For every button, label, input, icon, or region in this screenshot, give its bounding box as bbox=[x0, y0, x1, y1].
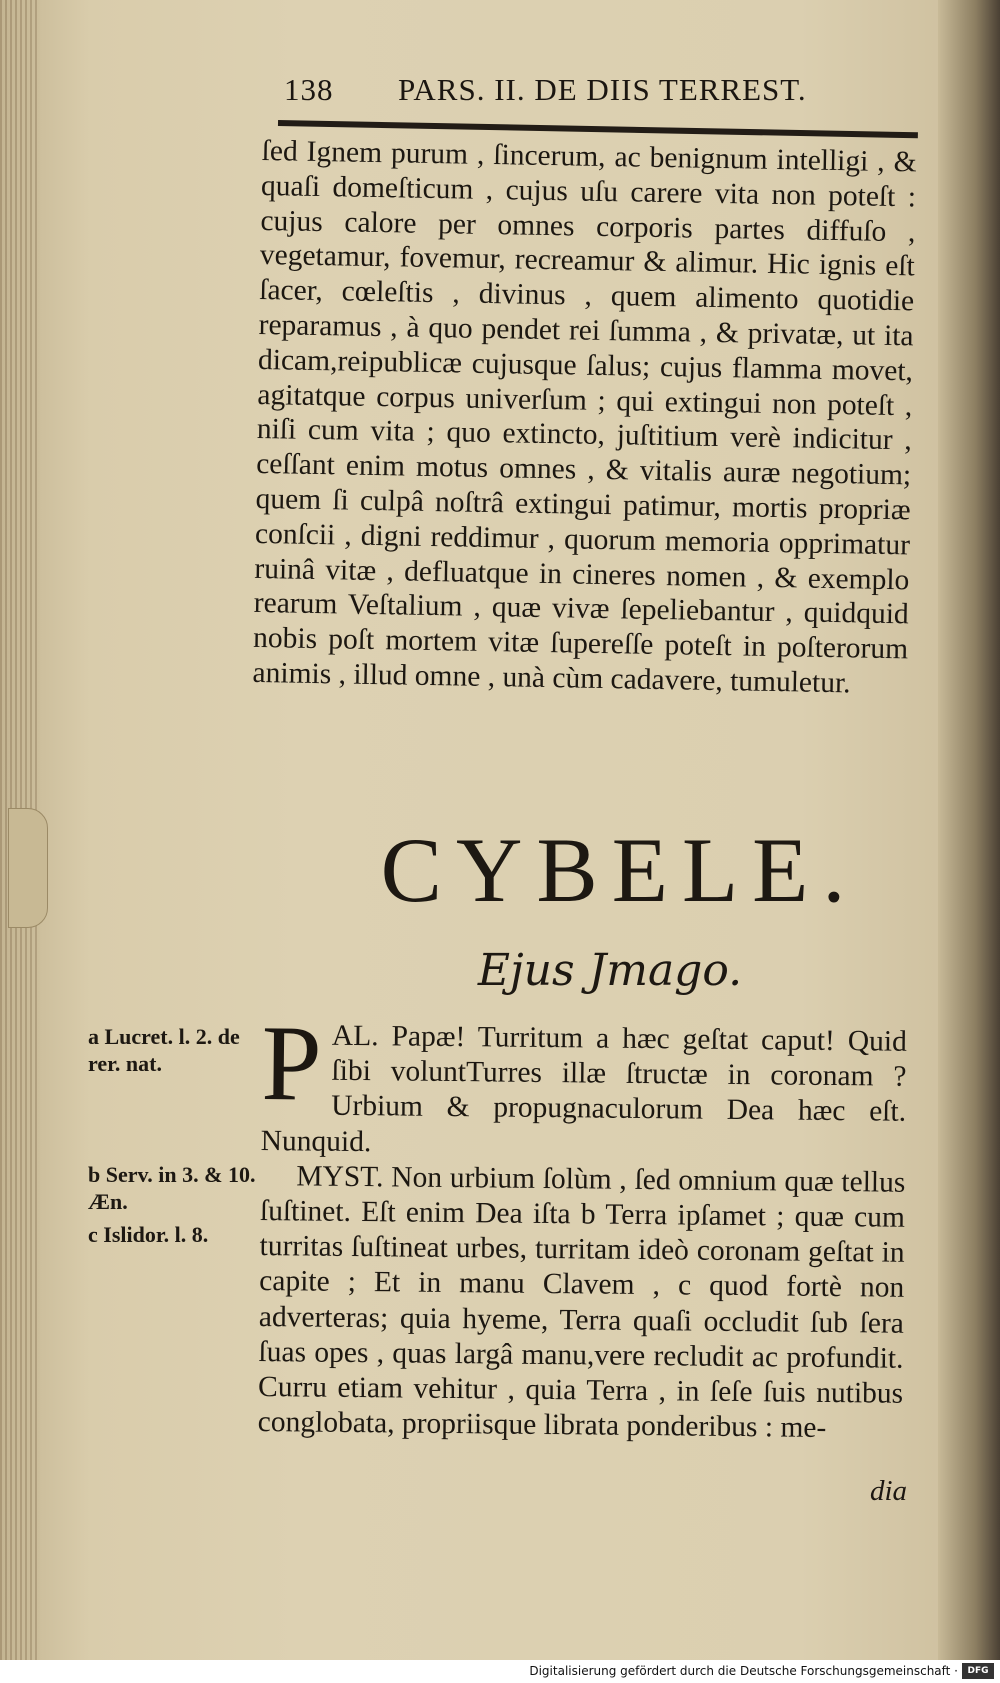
book-binding-edge bbox=[938, 0, 1000, 1660]
margin-note: a Lucret. l. 2. de rer. nat. bbox=[88, 1024, 240, 1076]
catchword: dia bbox=[870, 1475, 908, 1507]
main-text-block bbox=[252, 134, 917, 702]
dialog-paragraph-myst: MYST. Non urbium ſolùm , ſed omnium quæ tellus ſuſtinet. Eſt enim Dea iſta b Terra ipſamet ; quæ cum turritas ſuſtineat urbes, turritam ideò coronam geſtat in capite ; Et in manu Clavem , c quod fortè non adverteras; quia hyeme, Terra quaſi occludit ſub ſera ſuas opes , quas largâ manu,vere recludit ac profundit. Curru etiam vehitur , quia Terra , in ſeſe ſuis nutibus conglobata, propriisque librata ponderibus : me- bbox=[257, 1160, 906, 1445]
margin-note: c Islidor. l. 8. bbox=[88, 1222, 209, 1247]
page-number: 138 bbox=[284, 72, 334, 107]
thumb-tab-marker bbox=[8, 808, 48, 928]
drop-cap: P bbox=[260, 1004, 323, 1124]
section-title: CYBELE. bbox=[380, 819, 860, 921]
dialog-pal-text: AL. Papæ! Turritum a hæc geſtat caput! Quid ſibi voluntTurres illæ ſtructæ in coronam ? Urbium & propugnaculorum Dea hæc eſt. Nunquid. bbox=[260, 1019, 907, 1158]
body-paragraph: ſed Ignem purum , ſincerum, ac benignum intelligi , & quaſi domeſticum , cujus uſu carere vita non poteſt : cujus calore per omnes corporis partes diffuſo , vegetamur, fovemur, recreamur & alimur. Hic ignis eſt ſacer, cœleſtis , divinus , quem alimento quotidie reparamus , à quo pendet rei ſumma , & privatæ, ut ita dicam,reipublicæ cujusque ſalus; cujus flamma movet, agitatque corpus univerſum ; qui extingui non poteſt , niſi cum vita ; quo extincto, juſtitium verè indicitur , ceſſant enim motus omnes , & vitalis auræ negotium; quem ſi culpâ noſtrâ extingui patimur, mortis propriæ conſcii , digni reddimur , quorum memoria opprimatur ruinâ vitæ , defluatque in cineres nomen , & exemplo rearum Veſtalium , quæ vivæ ſepeliebantur , quidquid nobis poſt mortem vitæ ſupereſſe poteſt in poſterorum animis , illud omne , unà cùm cadavere, tumuletur. bbox=[252, 134, 917, 700]
section-subtitle: Ejus Jmago. bbox=[477, 945, 743, 996]
margin-note: b Serv. in 3. & 10. Æn. bbox=[88, 1162, 256, 1214]
digitization-footer bbox=[0, 1660, 1000, 1683]
running-header bbox=[280, 64, 920, 114]
dfg-logo-icon: DFG bbox=[962, 1663, 994, 1679]
dialog-paragraph-pal bbox=[260, 1004, 907, 1166]
dialog-text-block bbox=[257, 1004, 907, 1447]
footer-credit: Digitalisierung gefördert durch die Deutsche Forschungsgemeinschaft · bbox=[529, 1664, 958, 1678]
running-title: PARS. II. DE DIIS TERREST. bbox=[398, 72, 807, 107]
margin-notes bbox=[88, 1023, 258, 1332]
